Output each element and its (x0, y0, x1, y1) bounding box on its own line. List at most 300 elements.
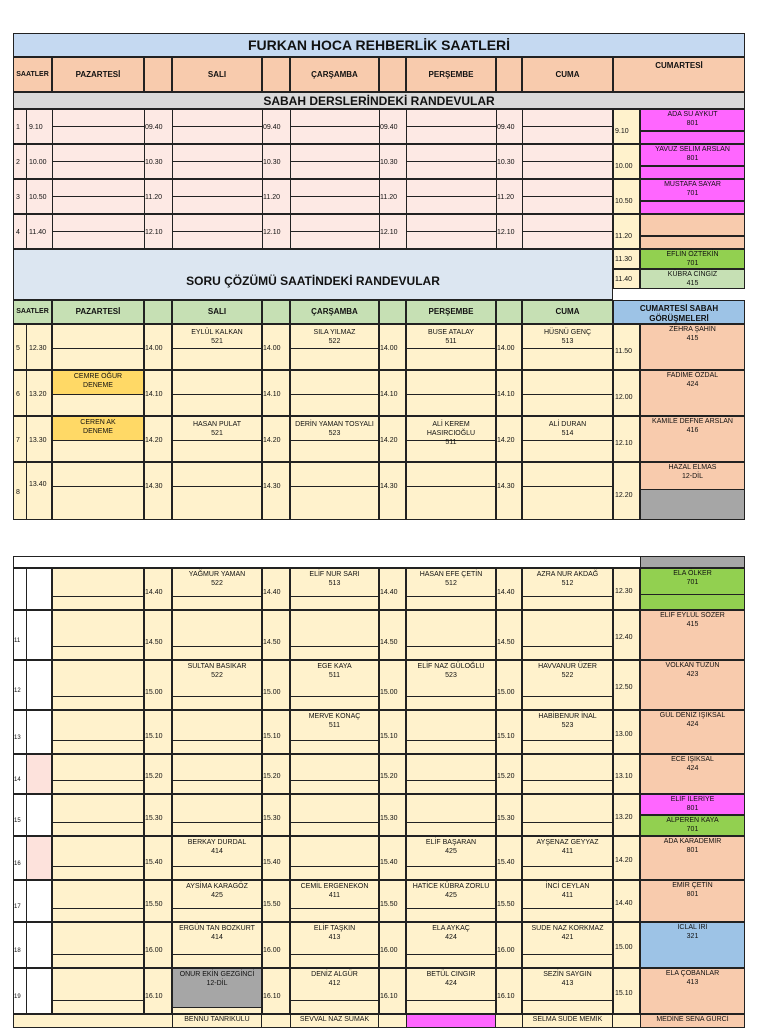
row-number: 3 (16, 194, 20, 201)
time-cuma: 12.10 (497, 229, 515, 236)
time-cuma: 14.50 (497, 639, 515, 646)
slot-line (406, 954, 496, 955)
slot-line (406, 596, 496, 597)
saturday-student: YAVUZ SELİM ARSLAN 801 (655, 146, 730, 162)
slot-line (172, 126, 262, 127)
slot-line (52, 231, 144, 232)
carsamba-cell (290, 462, 379, 520)
time-persembe: 16.00 (380, 947, 398, 954)
time-persembe: 14.00 (380, 345, 398, 352)
time-pazartesi: 10.50 (29, 194, 47, 201)
carsamba-student: DENİZ ALGÜR 412 (311, 971, 358, 987)
sali-cell (172, 794, 262, 836)
header-cumartesi-label: CUMARTESİ (655, 61, 703, 70)
saturday-student: MUSTAFA SAYAR 701 (664, 181, 721, 197)
carsamba-student: SILA YILMAZ 522 (313, 329, 356, 345)
cuma-student: HÜSNÜ GENÇ 513 (543, 329, 592, 345)
section-solve-label: SORU ÇÖZÜMÜ SAATİNDEKİ RANDEVULAR (186, 274, 440, 288)
slot-line (172, 394, 262, 395)
slot-line (172, 954, 262, 955)
slot-line (52, 696, 144, 697)
time-carsamba: 15.10 (263, 733, 281, 740)
persembe-cell (406, 610, 496, 660)
time-carsamba: 16.10 (263, 993, 281, 1000)
time-persembe: 15.20 (380, 773, 398, 780)
saturday-time: 9.10 (615, 128, 629, 135)
cuma-student: AZRA NUR AKDAĞ 512 (536, 571, 599, 587)
saturday-student-2: ALPEREN KAYA 701 (666, 817, 719, 833)
saturday-student: İCLAL İRİ 321 (677, 924, 708, 940)
pazartesi-student: CEREN AK DENEME (80, 419, 116, 435)
persembe-cell (406, 1014, 496, 1028)
time-cuma: 14.00 (497, 345, 515, 352)
time-cell (144, 968, 172, 1014)
saturday-student: ADA KARADEMİR 801 (663, 838, 722, 854)
time-cuma: 10.30 (497, 159, 515, 166)
slot-line (522, 596, 613, 597)
row-number: 17 (14, 904, 21, 910)
time-cell (496, 610, 522, 660)
cuma-student: HAVVANUR ÜZER 522 (538, 663, 597, 679)
slot-line (522, 822, 613, 823)
row-number: 5 (16, 345, 20, 352)
slot-line (522, 780, 613, 781)
row-head (13, 660, 52, 710)
time-cuma: 11.20 (497, 194, 514, 201)
col-divider (26, 794, 27, 836)
row-number: 16 (14, 861, 21, 867)
row-head (13, 568, 52, 610)
time-persembe: 16.10 (380, 993, 398, 1000)
bottom-cut-row (13, 1014, 745, 1028)
carsamba-cell (290, 794, 379, 836)
row-number: 8 (16, 489, 20, 496)
time-sali: 15.10 (145, 733, 163, 740)
time-persembe: 14.50 (380, 639, 398, 646)
slot-line (52, 348, 144, 349)
slot-line (172, 486, 262, 487)
time-cell (262, 610, 290, 660)
sali-student: ONUR EKİN GEZGİNCİ 12-DİL (179, 971, 255, 987)
header-sali-label: SALI (207, 307, 227, 316)
time-carsamba: 11.20 (263, 194, 280, 201)
time-persembe: 12.10 (380, 229, 398, 236)
sali-student: SULTAN BASIKAR 522 (187, 663, 247, 679)
persembe-cell (406, 370, 496, 416)
saturday-student: KÜBRA CİNGİZ 415 (667, 271, 718, 287)
row-number: 2 (16, 159, 20, 166)
header-sali-label: SALI (207, 69, 227, 79)
time-carsamba: 09.40 (263, 124, 281, 131)
time-cell (379, 462, 406, 520)
slot-line (522, 231, 613, 232)
pazartesi-cell (52, 568, 144, 610)
row-number: 19 (14, 994, 21, 1000)
slot-line (290, 394, 379, 395)
slot-line (52, 646, 144, 647)
pazartesi-student: CEMRE OĞUR DENEME (73, 373, 123, 389)
cuma-student: AYŞENAZ GEYYAZ 411 (536, 839, 599, 855)
time-pazartesi: 13.30 (29, 437, 47, 444)
saturday-time: 12.20 (615, 492, 633, 499)
slot-line (406, 1000, 496, 1001)
persembe-student: ELİF NAZ GÜLOĞLU 523 (417, 663, 485, 679)
slot-line (290, 196, 379, 197)
pink-marker (26, 836, 52, 880)
carsamba-student: SEVVAL NAZ SUMAK (299, 1016, 370, 1023)
slot-line (172, 822, 262, 823)
time-cuma: 15.30 (497, 815, 515, 822)
header-persembe-label: PERŞEMBE (428, 69, 474, 79)
sali-cell (172, 710, 262, 754)
slot-line (172, 780, 262, 781)
sali-cell (172, 370, 262, 416)
time-cuma: 14.40 (497, 589, 515, 596)
header-pazartesi-label: PAZARTESİ (75, 69, 121, 79)
saturday-student: ECE IŞIKSAL 424 (671, 756, 714, 772)
time-persembe: 15.40 (380, 859, 398, 866)
slot-line (290, 696, 379, 697)
saturday-time: 12.10 (615, 440, 633, 447)
slot-line (522, 908, 613, 909)
slot-line (406, 486, 496, 487)
carsamba-cell (290, 754, 379, 794)
col-divider (26, 968, 27, 1014)
slot-line (290, 161, 379, 162)
time-persembe: 15.30 (380, 815, 398, 822)
slot-line (290, 1000, 379, 1001)
pazartesi-cell (52, 794, 144, 836)
time-persembe: 14.40 (380, 589, 398, 596)
saturday-time: 12.40 (615, 634, 633, 641)
saturday-slot-sub (640, 594, 745, 610)
slot-line (406, 126, 496, 127)
slot-line (172, 740, 262, 741)
sali-student: BENNU TANRIKULU (184, 1016, 250, 1023)
time-pazartesi: 13.20 (29, 391, 47, 398)
persembe-student: HASAN EFE ÇETİN 512 (419, 571, 483, 587)
time-pazartesi: 9.10 (29, 124, 43, 131)
persembe-cell (406, 710, 496, 754)
saturday-student: ZEHRA ŞAHİN 415 (669, 326, 716, 342)
time-persembe: 14.20 (380, 437, 398, 444)
header-time-col (262, 300, 290, 324)
saturday-time: 11.50 (615, 348, 632, 355)
slot-line (522, 954, 613, 955)
saturday-student: KAMİLE DEFNE ARSLAN 416 (652, 418, 733, 434)
row-number: 4 (16, 229, 20, 236)
saturday-time: 13.00 (615, 731, 633, 738)
slot-line (406, 696, 496, 697)
time-cell (379, 922, 406, 968)
time-carsamba: 14.40 (263, 589, 281, 596)
time-carsamba: 16.00 (263, 947, 281, 954)
persembe-student: BUSE ATALAY 511 (428, 329, 474, 345)
header-cuma-label: CUMA (555, 69, 580, 79)
persembe-student: HATİCE KÜBRA ZORLU 425 (412, 883, 490, 899)
slot-line (172, 866, 262, 867)
time-persembe: 14.10 (380, 391, 398, 398)
time-carsamba: 15.30 (263, 815, 281, 822)
time-carsamba: 14.00 (263, 345, 281, 352)
carsamba-cell (290, 610, 379, 660)
row-number: 6 (16, 391, 20, 398)
saturday-time: 11.30 (615, 256, 632, 263)
saturday-student: EFLİN ÖZTEKİN 701 (666, 251, 719, 267)
slot-line (52, 822, 144, 823)
slot-line (52, 486, 144, 487)
header-time-col (496, 300, 522, 324)
cuma-cell (522, 794, 613, 836)
slot-line (522, 740, 613, 741)
slot-line (290, 596, 379, 597)
time-cell (262, 462, 290, 520)
time-cuma: 15.40 (497, 859, 515, 866)
slot-line (290, 908, 379, 909)
saturday-student: ADA SU AYKUT 801 (667, 111, 718, 127)
slot-line (406, 348, 496, 349)
carsamba-student: MERVE KONAÇ 511 (308, 713, 361, 729)
header-time-col (144, 57, 172, 92)
time-cuma: 14.30 (497, 483, 515, 490)
sali-cell (172, 754, 262, 794)
saturday-time: 15.10 (615, 990, 633, 997)
row-head (13, 710, 52, 754)
saturday-time: 12.00 (615, 394, 633, 401)
sali-student: EYLÜL KALKAN 521 (191, 329, 243, 345)
pazartesi-cell (52, 922, 144, 968)
slot-line (172, 161, 262, 162)
slot-line (406, 231, 496, 232)
time-sali: 12.10 (145, 229, 163, 236)
slot-line (406, 196, 496, 197)
carsamba-student: EGE KAYA 511 (317, 663, 352, 679)
col-divider (26, 880, 27, 922)
cuma-student: HABİBENUR İNAL 523 (538, 713, 597, 729)
slot-line (290, 646, 379, 647)
slot-line (290, 740, 379, 741)
time-pazartesi: 12.30 (29, 345, 47, 352)
sali-student: AYSİMA KARAGÖZ 425 (186, 883, 248, 899)
slot-line (290, 440, 379, 441)
time-cuma: 15.00 (497, 689, 515, 696)
pazartesi-cell (52, 610, 144, 660)
slot-line (522, 394, 613, 395)
slot-line (52, 126, 144, 127)
saturday-slot-gray (640, 489, 745, 520)
sali-cell (172, 462, 262, 520)
slot-line (52, 161, 144, 162)
saturday-time: 12.30 (615, 588, 633, 595)
slot-line (406, 394, 496, 395)
sali-student: YAĞMUR YAMAN 522 (188, 571, 246, 587)
time-persembe: 10.30 (380, 159, 398, 166)
saturday-time: 10.00 (615, 163, 633, 170)
saturday-student: MEDİNE SENA GÜRCİ (656, 1016, 729, 1023)
header-time-col (379, 57, 406, 92)
header-time-col (262, 57, 290, 92)
time-cell (496, 922, 522, 968)
header-saatler-label: SAATLER (16, 308, 49, 315)
row-number: 12 (14, 688, 21, 694)
time-sali: 14.30 (145, 483, 163, 490)
saturday-student: HAZAL ELMAS 12-DİL (668, 464, 717, 480)
section-morning-label: SABAH DERSLERİNDEKİ RANDEVULAR (263, 94, 495, 108)
time-sali: 15.00 (145, 689, 163, 696)
col-divider (26, 660, 27, 710)
slot-line (406, 740, 496, 741)
time-cell (144, 922, 172, 968)
slot-line (522, 486, 613, 487)
page-title: FURKAN HOCA REHBERLİK SAATLERİ (247, 37, 511, 53)
slot-line (522, 440, 613, 441)
sali-student: BERKAY DURDAL 414 (187, 839, 247, 855)
time-sali: 15.40 (145, 859, 163, 866)
persembe-cell (406, 794, 496, 836)
slot-line (172, 596, 262, 597)
time-persembe: 15.50 (380, 901, 398, 908)
time-persembe: 14.30 (380, 483, 398, 490)
slot-line (522, 646, 613, 647)
time-sali: 11.20 (145, 194, 162, 201)
time-cell (262, 922, 290, 968)
cuma-student: İNCİ CEYLAN 411 (545, 883, 590, 899)
pazartesi-cell (52, 754, 144, 794)
time-sali: 14.20 (145, 437, 163, 444)
slot-line (172, 231, 262, 232)
pazartesi-cell (52, 324, 144, 370)
slot-line (522, 348, 613, 349)
header-time-col (379, 300, 406, 324)
slot-line (172, 646, 262, 647)
cuma-student: ALİ DURAN 514 (548, 421, 587, 437)
slot-line (406, 161, 496, 162)
slot-line (290, 866, 379, 867)
col-divider (26, 610, 27, 660)
time-sali: 10.30 (145, 159, 163, 166)
header-time-col (144, 300, 172, 324)
sali-cell (172, 610, 262, 660)
time-sali: 16.10 (145, 993, 163, 1000)
saturday-student: ELA ÇOBANLAR 413 (665, 970, 720, 986)
row-number: 1 (16, 124, 20, 131)
slot-line (172, 348, 262, 349)
cuma-student: SUDE NAZ KORKMAZ 421 (531, 925, 604, 941)
carsamba-student: DERİN YAMAN TOSYALI 523 (295, 421, 374, 437)
header-persembe-label: PERŞEMBE (428, 307, 474, 316)
saturday-student: GÜL DENİZ IŞIKSAL 424 (659, 712, 726, 728)
slot-line (172, 908, 262, 909)
saturday-student: ELA ÖLKER 701 (673, 570, 712, 586)
time-cell (144, 610, 172, 660)
slot-line (52, 196, 144, 197)
time-cell (379, 968, 406, 1014)
slot-line (290, 231, 379, 232)
row-head (13, 610, 52, 660)
slot-line (52, 866, 144, 867)
time-cuma: 15.10 (497, 733, 515, 740)
time-pazartesi: 13.40 (29, 481, 47, 488)
time-sali: 14.00 (145, 345, 163, 352)
slot-line (406, 866, 496, 867)
saturday-student: ELİF İLERİYE 801 (670, 796, 715, 812)
saturday-time: 13.20 (615, 814, 633, 821)
time-pazartesi: 10.00 (29, 159, 47, 166)
slot-line (522, 866, 613, 867)
persembe-cell (406, 462, 496, 520)
row-head (13, 968, 52, 1014)
row-head (13, 880, 52, 922)
persembe-student: ELİF BAŞARAN 425 (425, 839, 477, 855)
carsamba-cell (290, 836, 379, 880)
time-cell (496, 968, 522, 1014)
slot-line (172, 196, 262, 197)
slot-line (522, 1000, 613, 1001)
time-carsamba: 15.00 (263, 689, 281, 696)
time-carsamba: 14.20 (263, 437, 281, 444)
time-sali: 09.40 (145, 124, 163, 131)
cuma-cell (522, 754, 613, 794)
time-persembe: 09.40 (380, 124, 398, 131)
pazartesi-cell (52, 836, 144, 880)
slot-line (290, 780, 379, 781)
row-number: 14 (14, 777, 21, 783)
time-carsamba: 14.30 (263, 483, 281, 490)
slot-line (290, 822, 379, 823)
row-head (13, 922, 52, 968)
time-persembe: 11.20 (380, 194, 397, 201)
row-number: 15 (14, 818, 21, 824)
saturday-student: ELİF EYLÜL SÖZER 415 (660, 612, 725, 628)
time-sali: 15.50 (145, 901, 163, 908)
time-pazartesi: 11.40 (29, 229, 46, 236)
slot-line (290, 954, 379, 955)
time-carsamba: 14.10 (263, 391, 281, 398)
persembe-student: ELA AYKAÇ 424 (432, 925, 470, 941)
time-carsamba: 15.50 (263, 901, 281, 908)
page2-top-strip (13, 556, 745, 568)
slot-line (522, 696, 613, 697)
time-cell (262, 660, 290, 710)
slot-line (290, 486, 379, 487)
time-carsamba: 12.10 (263, 229, 281, 236)
slot-line (406, 822, 496, 823)
sali-student: HASAN PULAT 521 (192, 421, 242, 437)
time-cell (144, 660, 172, 710)
row-number: 7 (16, 437, 20, 444)
slot-line (52, 954, 144, 955)
time-cuma: 16.10 (497, 993, 515, 1000)
header-time-col (496, 57, 522, 92)
slot-line (52, 908, 144, 909)
saturday-slot-sub (640, 201, 745, 214)
row-head (13, 794, 52, 836)
slot-line (52, 740, 144, 741)
header-carsamba-label: ÇARŞAMBA (311, 307, 358, 316)
header-pazartesi-label: PAZARTESİ (75, 307, 121, 316)
time-sali: 15.20 (145, 773, 163, 780)
col-divider (26, 922, 27, 968)
slot-line (290, 348, 379, 349)
carsamba-cell (290, 370, 379, 416)
persembe-student: ALİ KEREM HASIRCIOĞLU 511 (426, 421, 476, 446)
time-sali: 14.40 (145, 589, 163, 596)
persembe-student: BETÜL CINGIR 424 (426, 971, 476, 987)
time-cell (144, 462, 172, 520)
time-cell (262, 968, 290, 1014)
time-cell (379, 610, 406, 660)
time-cuma: 16.00 (497, 947, 515, 954)
